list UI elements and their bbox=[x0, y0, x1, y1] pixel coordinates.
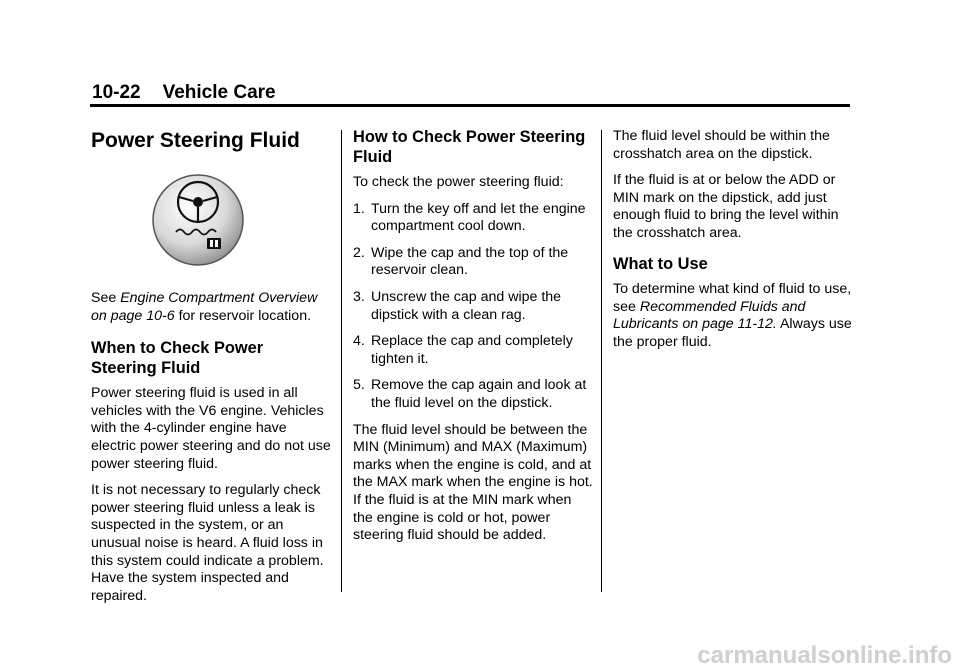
column-divider-2 bbox=[601, 130, 602, 592]
column-1 bbox=[91, 128, 331, 614]
list-item: 4. Replace the cap and completely tighten it. bbox=[353, 333, 573, 367]
list-item: 2. Wipe the cap and the top of the reservoir clean. bbox=[353, 244, 569, 279]
header-rule bbox=[90, 104, 850, 107]
paragraph: The fluid level should be between the MIN (Minimum) and MAX (Maximum) marks when the engine is cold, and at the MAX mark when the engine is hot. If the fluid is at the MIN mark when the engine is cold or hot, power steering fluid should be added. bbox=[353, 421, 593, 544]
power-steering-fluid-icon bbox=[148, 170, 248, 270]
what-to-use-heading: What to Use bbox=[613, 254, 708, 273]
watermark: carmanualsonline.info bbox=[697, 642, 952, 669]
paragraph: Power steering fluid is used in all vehicles with the V6 engine. Vehicles with the 4-cylinder engine have electric power steering and do not use power steering fluid. bbox=[91, 385, 331, 472]
paragraph: If the fluid is at or below the ADD or MIN mark on the dipstick, add just enough fluid to bring the level within the crosshatch area. bbox=[613, 172, 839, 241]
list-item: 1. Turn the key off and let the engine compartment cool down. bbox=[353, 200, 586, 235]
cross-reference-link[interactable]: Recommended Fluids and Lubricants on page 11-12. bbox=[613, 298, 806, 333]
column-divider-1 bbox=[341, 130, 342, 592]
paragraph: To determine what kind of fluid to use, see Recommended Fluids and Lubricants on page 11-12. Always use the proper fluid. bbox=[613, 281, 852, 350]
see-reference: See Engine Compartment Overview on page 10-6 for reservoir location. bbox=[91, 290, 318, 324]
page-number: 10-22 bbox=[92, 82, 141, 103]
list-item: 5. Remove the cap again and look at the fluid level on the dipstick. bbox=[353, 377, 587, 411]
steps-list bbox=[353, 201, 593, 413]
how-to-check-heading: How to Check Power Steering Fluid bbox=[353, 128, 586, 166]
page-header bbox=[92, 82, 276, 104]
section-title: Vehicle Care bbox=[162, 82, 276, 103]
list-item: 3. Unscrew the cap and wipe the dipstick with a clean rag. bbox=[353, 288, 562, 323]
paragraph: The fluid level should be within the crosshatch area on the dipstick. bbox=[613, 128, 830, 162]
when-to-check-heading: When to Check Power Steering Fluid bbox=[91, 339, 264, 377]
page-title: Power Steering Fluid bbox=[91, 129, 300, 152]
paragraph: It is not necessary to regularly check power steering fluid unless a leak is suspected in the system, or an unusual noise is heard. A fluid loss in this system could indicate a problem. Have the system inspected and repaired. bbox=[91, 482, 324, 604]
paragraph: To check the power steering fluid: bbox=[353, 174, 564, 190]
cross-reference-link[interactable]: Engine Compartment Overview on page 10-6 bbox=[91, 290, 318, 324]
column-2 bbox=[353, 128, 593, 554]
column-3 bbox=[613, 128, 853, 360]
